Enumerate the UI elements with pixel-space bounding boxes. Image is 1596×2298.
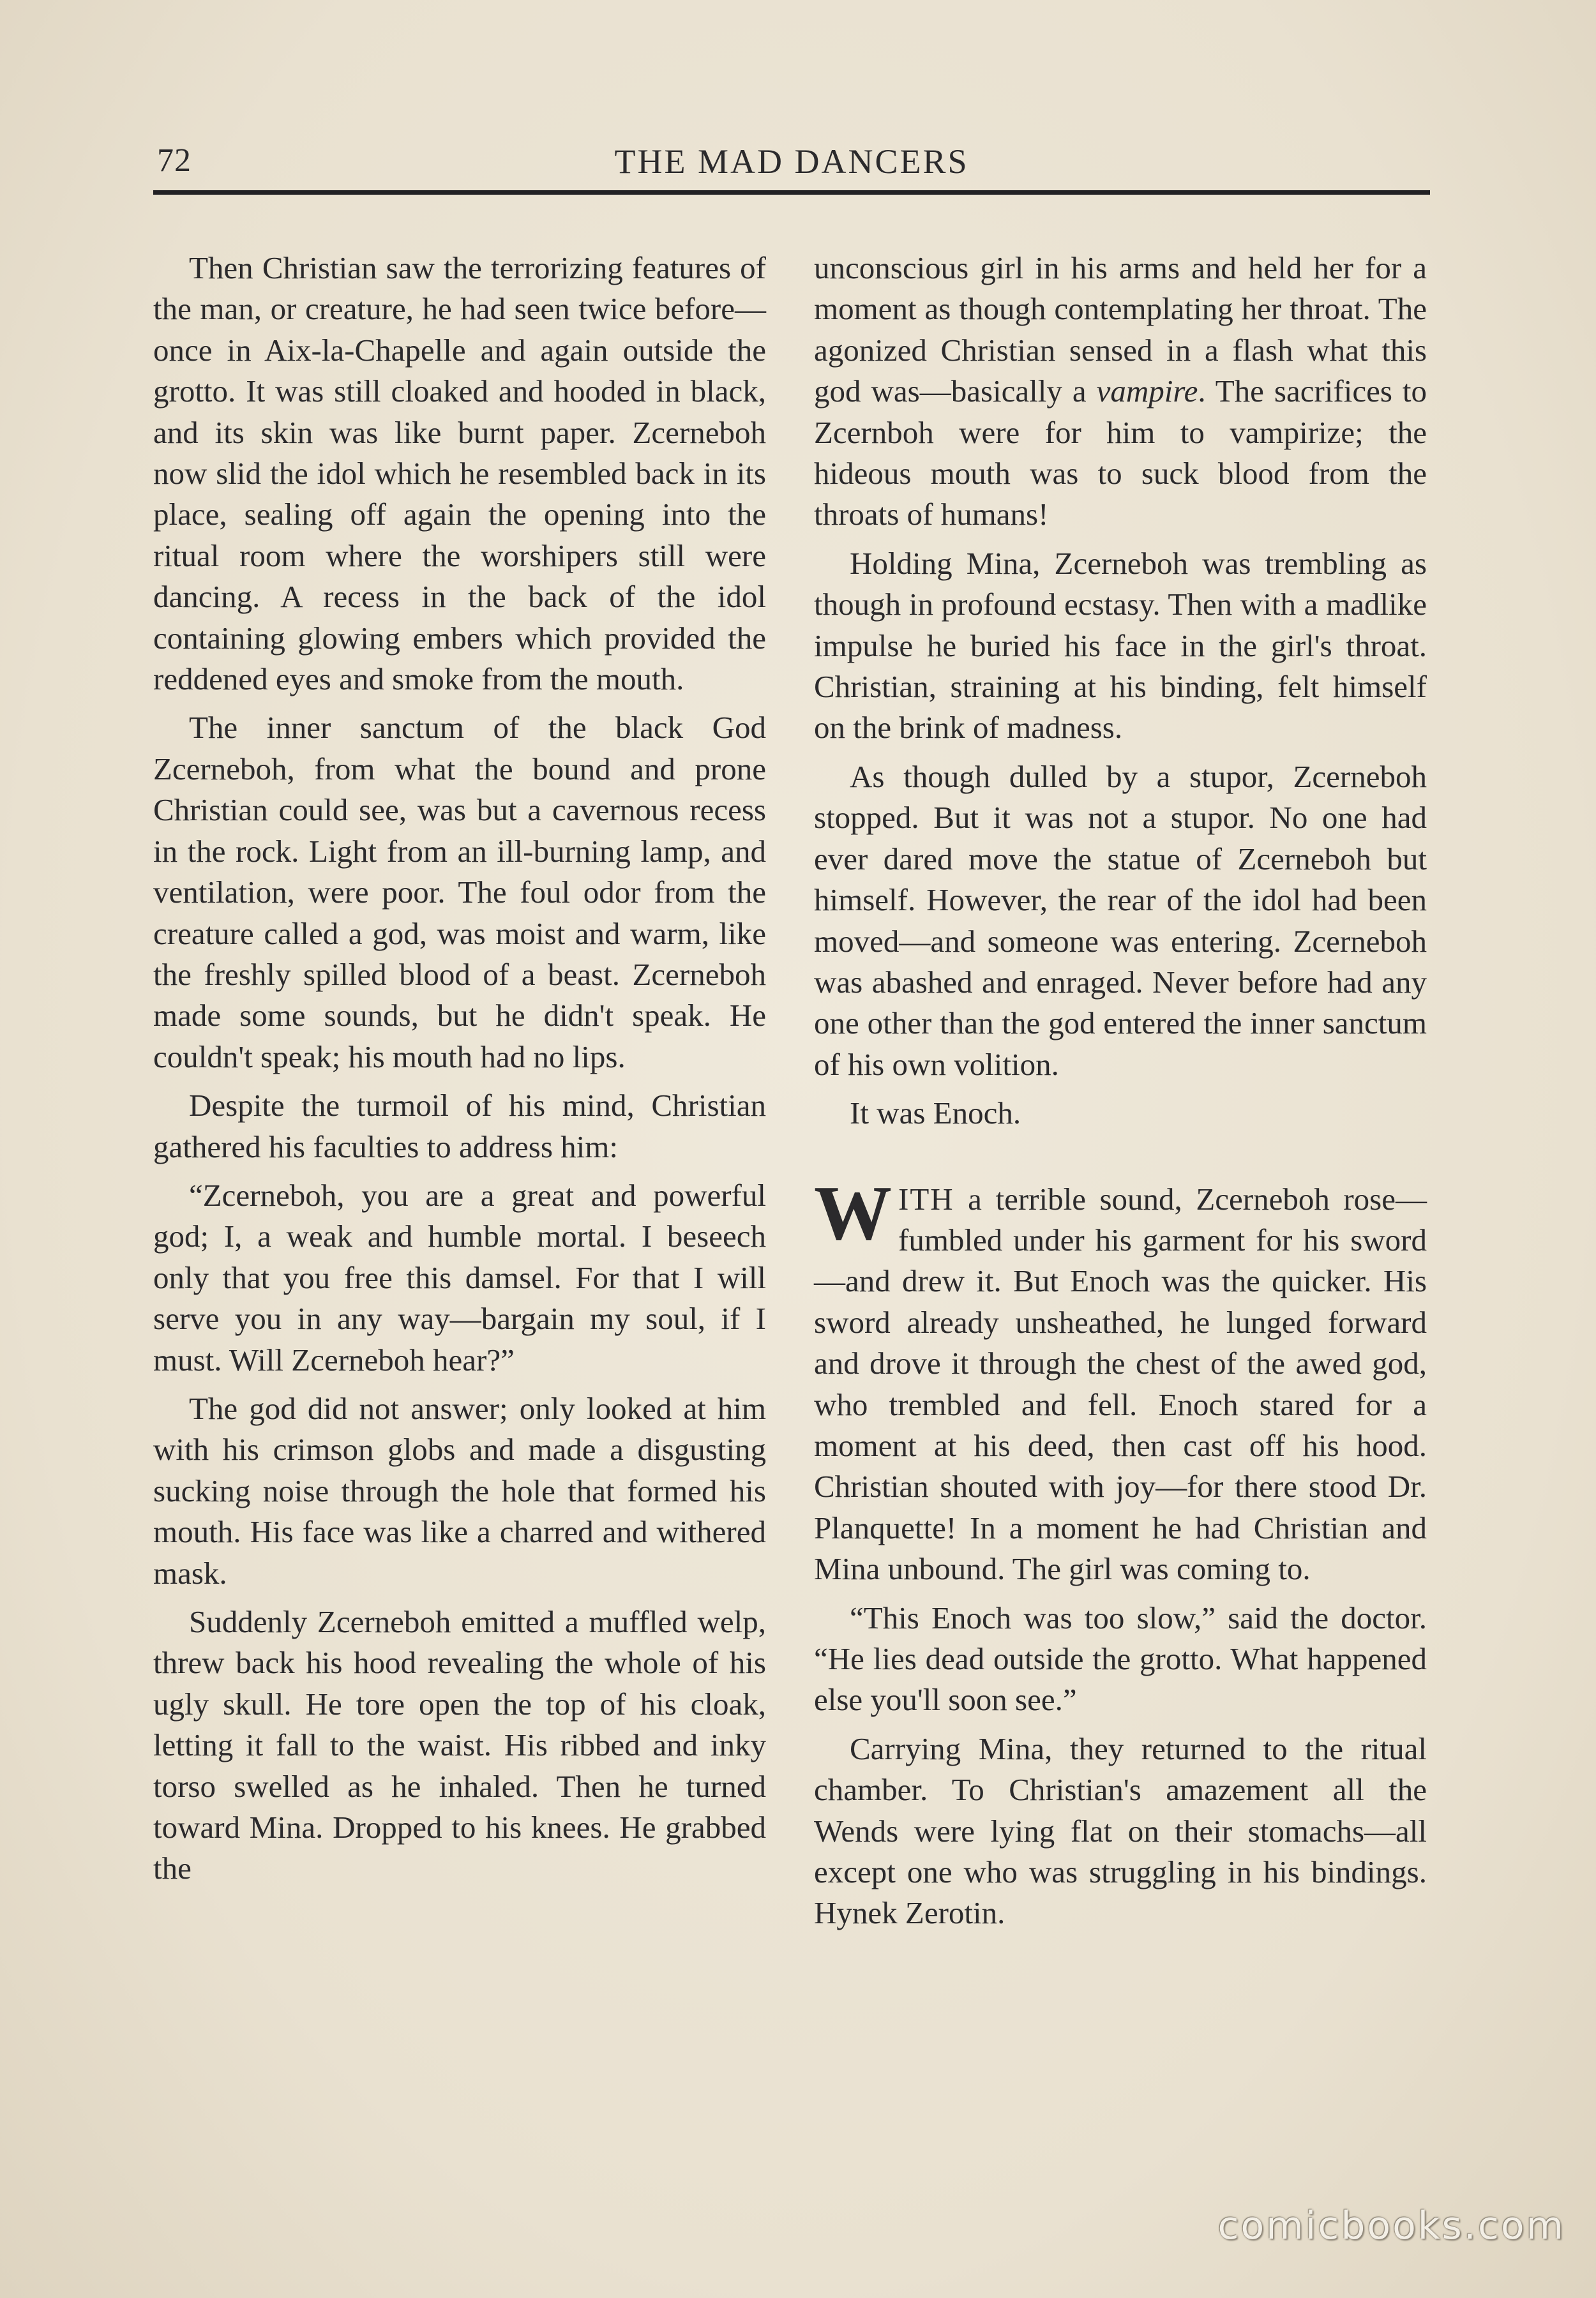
- section-opening-paragraph: [814, 1169, 1427, 1590]
- paragraph: Then Christian saw the terrorizing features of the man, or creature, he had seen twice before—once in Aix-la-Chapelle and again outside the grotto. It was still cloaked and hooded in black, and its skin was like burnt paper. Zcerneboh now slid the idol which he resembled back in its place, sealing off again the opening into the ritual room where the worshipers still were dancing. A recess in the back of the idol containing glowing embers which provided the reddened eyes and smoke from the mouth.: [153, 250, 766, 697]
- small-caps-lead: ITH: [898, 1181, 954, 1217]
- paragraph: Despite the turmoil of his mind, Christian gathered his faculties to address him:: [153, 1088, 766, 1164]
- drop-cap: W: [814, 1169, 892, 1256]
- paragraph: The inner sanctum of the black God Zcerneboh, from what the bound and prone Christian could see, was but a cavernous recess in the rock. Light from an ill-burning lamp, and ventilation, were poor. The foul odor from the creature called a god, was moist and warm, like the freshly spilled blood of a beast. Zcerneboh made some sounds, but he didn't speak. He couldn't speak; his mouth had no lips.: [153, 710, 766, 1074]
- watermark: comicbooks.com: [1217, 2204, 1565, 2248]
- text-run: . The sacrifices to Zcernboh were for him to vampirize; the hideous mouth was to suck blood from the throats of humans!: [814, 373, 1427, 532]
- page-header: [153, 140, 1430, 192]
- paragraph: The god did not answer; only looked at him with his crimson globs and made a disgusting sucking noise through the hole that formed his mouth. His face was like a charred and withered mask.: [153, 1390, 766, 1591]
- running-title: THE MAD DANCERS: [614, 142, 969, 181]
- header-rule: [153, 190, 1430, 195]
- emphasis-text: vampire: [1096, 373, 1198, 409]
- paragraph: “This Enoch was too slow,” said the doctor. “He lies dead outside the grotto. What happened else you'll soon see.”: [814, 1600, 1427, 1718]
- paragraph: It was Enoch.: [850, 1095, 1021, 1131]
- left-column: [153, 248, 766, 1897]
- page-number: 72: [157, 142, 192, 179]
- paragraph: As though dulled by a stupor, Zcerneboh stopped. But it was not a stupor. No one had ever dared move the statue of Zcerneboh but himself. However, the rear of the idol had been moved—and someone was entering. Zcerneboh was abashed and enraged. Never before had any one other than the god entered the inner sanctum of his own volition.: [814, 758, 1427, 1082]
- paragraph: Holding Mina, Zcerneboh was trembling as though in profound ecstasy. Then with a madlike impulse he buried his face in the girl's throat. Christian, straining at his binding, felt himself on the brink of madness.: [814, 545, 1427, 746]
- text-run: a terrible sound, Zcerneboh rose—fumbled under his garment for his sword—and drew it. But Enoch was the quicker. His sword already unsheathed, he lunged forward and drove it through the chest of the awed god, who trembled and fell. Enoch stared for a moment at his deed, then cast off his hood. Christian shouted with joy—for there stood Dr. Planquette! In a moment he had Christian and Mina unbound. The girl was coming to.: [814, 1181, 1427, 1587]
- paragraph: Suddenly Zcerneboh emitted a muffled welp, threw back his hood revealing the whole of his ugly skull. He tore open the top of his cloak, letting it fall to the waist. His ribbed and inky torso swelled as he inhaled. Then he turned toward Mina. Dropped to his knees. He grabbed the: [153, 1604, 766, 1886]
- text-run: unconscious girl in his arms and held her for a moment as though contemplating her throat. The agonized Christian sensed in a flash what this god was—basically a: [814, 250, 1427, 409]
- paragraph: Carrying Mina, they returned to the ritual chamber. To Christian's amazement all the Wends were lying flat on their stomachs—all except one who was struggling in his bindings. Hynek Zerotin.: [814, 1731, 1427, 1931]
- paragraph: “Zcerneboh, you are a great and powerful god; I, a weak and humble mortal. I beseech only that you free this damsel. For that I will serve you in any way—bargain my soul, if I must. Will Zcerneboh hear?”: [153, 1177, 766, 1378]
- paragraph: [814, 248, 1427, 536]
- right-column: [814, 248, 1427, 1942]
